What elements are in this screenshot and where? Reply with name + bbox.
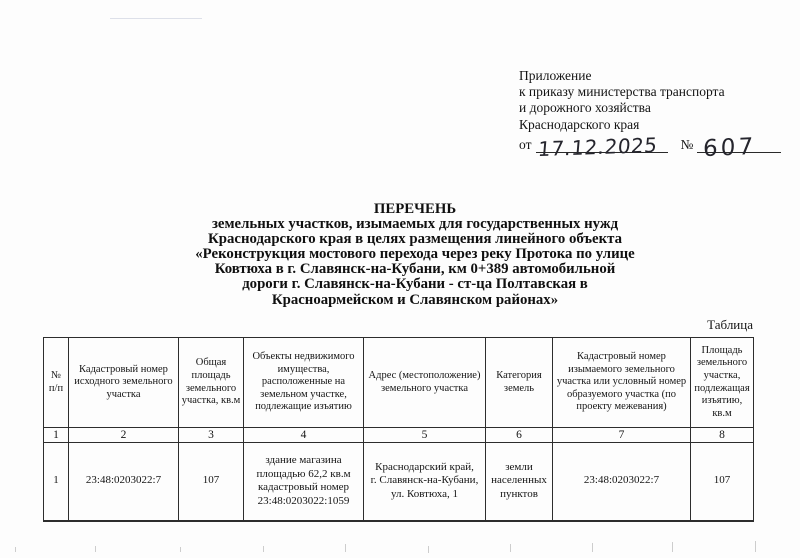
title-line: Красноармейском и Славянском районах»	[271, 291, 559, 308]
column-number-cell: 1	[44, 428, 69, 443]
appendix-line: Приложение	[519, 68, 592, 83]
header-seized-area: Площадь земельного участка, подлежащая изъятию, кв.м	[691, 338, 754, 428]
column-number-cell: 7	[553, 428, 691, 443]
column-number-cell: 8	[691, 428, 754, 443]
realty-line: площадью 62,2 кв.м	[256, 467, 351, 480]
title-line: Ковтюха в г. Славянск-на-Кубани, км 0+389 автомобильной	[214, 261, 616, 278]
land-plots-table	[43, 337, 754, 522]
realty-line: 23:48:0203022:1059	[257, 494, 350, 507]
appendix-block	[519, 68, 789, 162]
table-row	[44, 443, 754, 521]
category-line: населенных	[491, 474, 547, 487]
scan-artifact-line	[110, 18, 202, 19]
column-number-cell: 4	[244, 428, 364, 443]
cell-seized-area: 107	[691, 443, 754, 521]
realty-line: кадастровый номер	[257, 481, 350, 494]
cell-realty-objects	[244, 443, 364, 521]
address-line: ул. Ковтюха, 1	[390, 488, 459, 501]
header-land-category: Категория земель	[486, 338, 553, 428]
appendix-line: и дорожного хозяйства	[519, 100, 651, 116]
handwritten-number: 607	[703, 133, 757, 162]
realty-line: здание магазина	[265, 454, 342, 467]
appendix-line: Краснодарского края	[519, 116, 640, 132]
column-number-cell: 6	[486, 428, 553, 443]
title-line: земельных участков, изымаемых для государственных нужд	[211, 216, 619, 233]
header-cadastral-seized: Кадастровый номер изымаемого земельного участка или условный номер образуемого участка (по проекту межевания)	[553, 338, 691, 428]
cell-land-category	[486, 443, 553, 521]
category-line: земли	[505, 460, 533, 473]
appendix-line: к приказу министерства транспорта	[519, 84, 725, 100]
table-header-row	[44, 338, 754, 428]
number-underline	[697, 133, 781, 162]
cell-total-area: 107	[179, 443, 244, 521]
column-number-cell: 3	[179, 428, 244, 443]
cell-address	[364, 443, 486, 521]
column-number-cell: 2	[69, 428, 179, 443]
address-line: Краснодарский край,	[375, 460, 474, 473]
title-line: Краснодарского края в целях размещения линейного объекта	[208, 231, 622, 248]
header-row-number: № п/п	[44, 338, 69, 428]
cell-cadastral-seized: 23:48:0203022:7	[553, 443, 691, 521]
order-date-number-line	[519, 132, 789, 162]
header-realty-objects: Объекты недвижимого имущества, расположенные на земельном участке, подлежащие изъятию	[244, 338, 364, 428]
header-address: Адрес (местоположение) земельного участка	[364, 338, 486, 428]
category-line: пунктов	[500, 488, 538, 501]
title-line: «Реконструкция мостового перехода через реку Протока по улице	[195, 246, 635, 263]
handwritten-date: 17.12.2025	[537, 132, 660, 161]
cell-cadastral-source: 23:48:0203022:7	[69, 443, 179, 521]
title-line: ПЕРЕЧЕНЬ	[373, 201, 457, 217]
address-line: г. Славянск-на-Кубани,	[370, 474, 479, 487]
table-caption: Таблица	[707, 317, 753, 332]
date-underline	[536, 132, 668, 161]
column-numbering-row	[44, 428, 754, 443]
column-number-cell: 5	[364, 428, 486, 443]
cell-row-number: 1	[44, 443, 69, 521]
title-line: дороги г. Славянск-на-Кубани - ст-ца Полтавская в	[242, 276, 588, 293]
header-cadastral-source: Кадастровый номер исходного земельного участка	[69, 338, 179, 428]
header-total-area: Общая площадь земельного участка, кв.м	[179, 338, 244, 428]
document-title	[28, 202, 800, 308]
number-sign: №	[680, 136, 694, 152]
from-label: от	[519, 136, 532, 152]
